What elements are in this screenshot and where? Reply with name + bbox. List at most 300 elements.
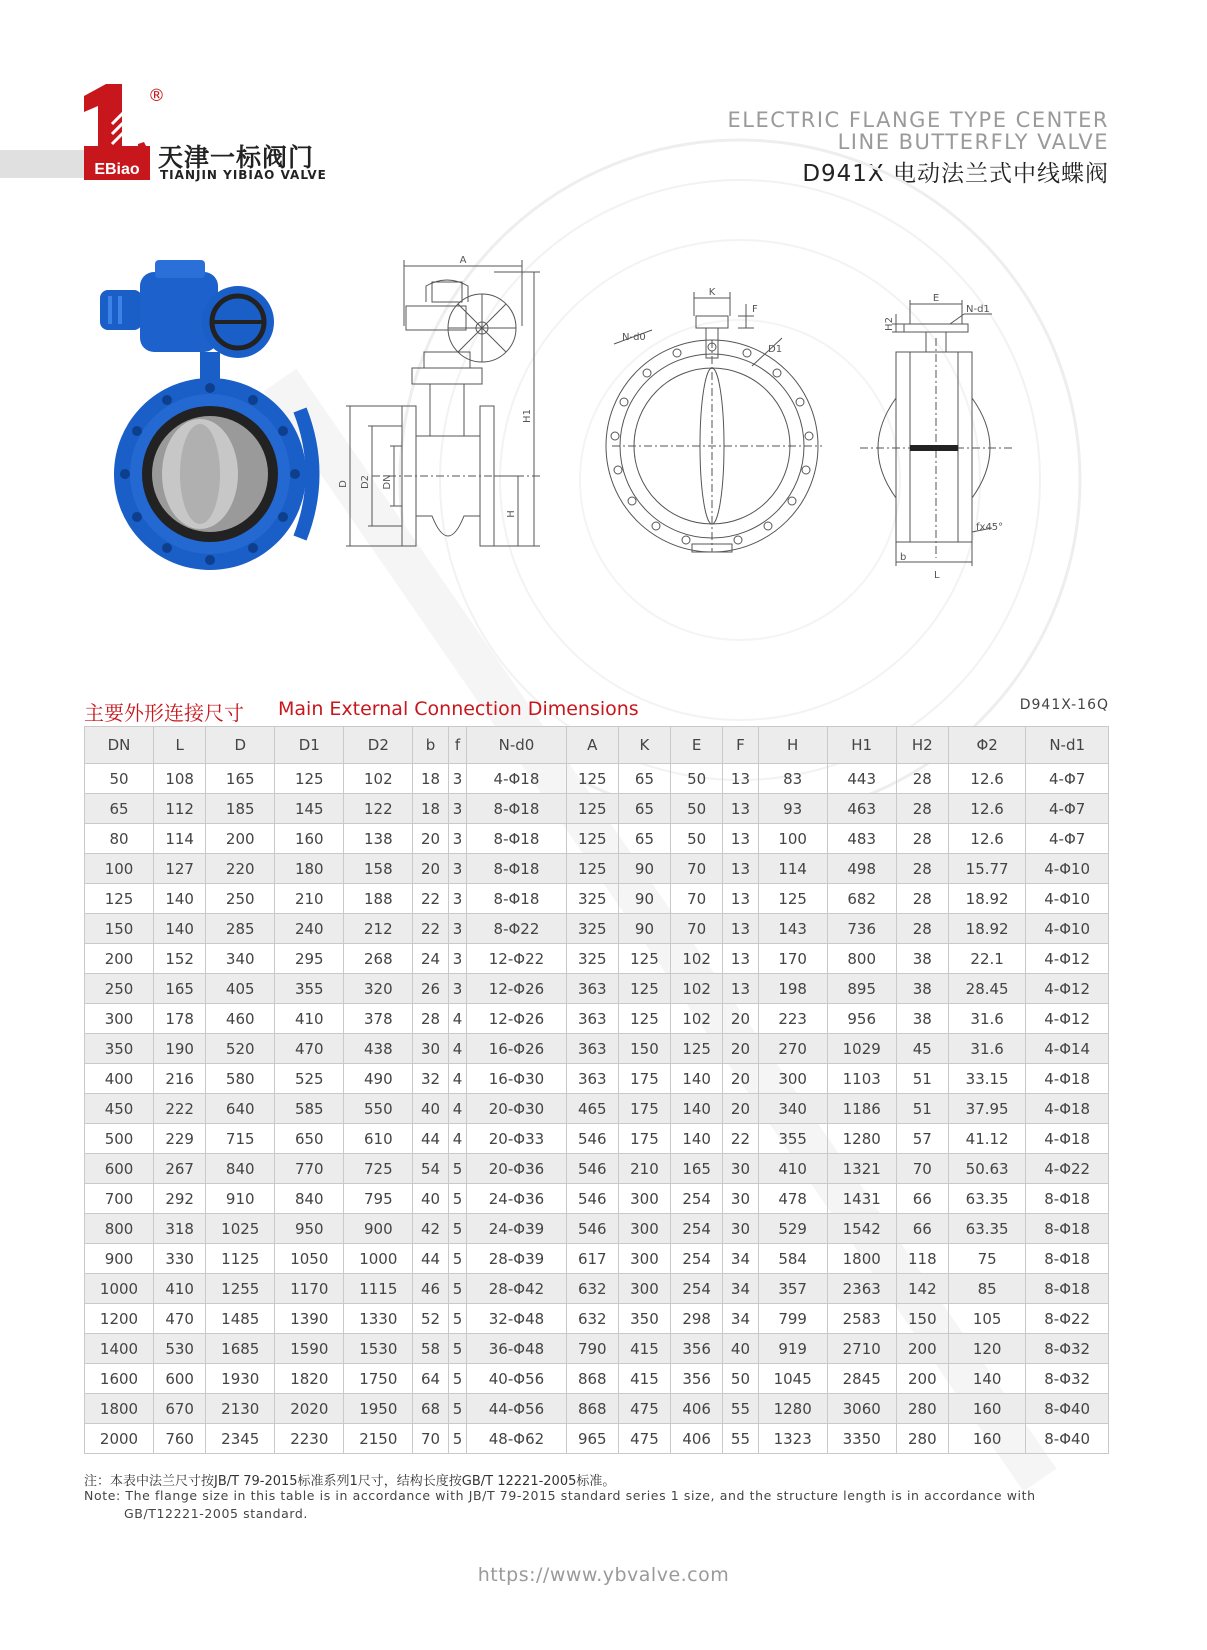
table-row bbox=[85, 824, 1109, 854]
table-cell: 125 bbox=[275, 764, 344, 794]
table-row bbox=[85, 914, 1109, 944]
table-cell: 2363 bbox=[827, 1274, 896, 1304]
table-cell: 2583 bbox=[827, 1304, 896, 1334]
table-cell: 1000 bbox=[85, 1274, 154, 1304]
table-cell: 31.6 bbox=[948, 1034, 1025, 1064]
table-cell: 300 bbox=[618, 1244, 670, 1274]
table-cell: 355 bbox=[758, 1124, 827, 1154]
table-cell: 28 bbox=[896, 824, 948, 854]
table-cell: 20-Φ33 bbox=[467, 1124, 566, 1154]
table-cell: 38 bbox=[896, 944, 948, 974]
table-cell: 4-Φ10 bbox=[1026, 914, 1109, 944]
column-header: D bbox=[206, 727, 275, 764]
table-cell: 3 bbox=[448, 944, 467, 974]
table-cell: 356 bbox=[671, 1334, 723, 1364]
table-cell: 12-Φ26 bbox=[467, 1004, 566, 1034]
table-row bbox=[85, 1304, 1109, 1334]
table-cell: 1280 bbox=[827, 1124, 896, 1154]
table-cell: 125 bbox=[618, 944, 670, 974]
column-header: D1 bbox=[275, 727, 344, 764]
table-cell: 210 bbox=[275, 884, 344, 914]
table-cell: 1255 bbox=[206, 1274, 275, 1304]
column-header: DN bbox=[85, 727, 154, 764]
table-cell: 102 bbox=[671, 974, 723, 1004]
table-cell: 8-Φ18 bbox=[1026, 1214, 1109, 1244]
dim-label-dn: DN bbox=[382, 474, 393, 490]
table-cell: 4-Φ14 bbox=[1026, 1034, 1109, 1064]
table-cell: 66 bbox=[896, 1184, 948, 1214]
table-cell: 13 bbox=[723, 764, 758, 794]
table-cell: 800 bbox=[827, 944, 896, 974]
table-cell: 300 bbox=[618, 1214, 670, 1244]
table-cell: 1321 bbox=[827, 1154, 896, 1184]
note-cn: 注：本表中法兰尺寸按JB/T 79-2015标准系列1尺寸，结构长度按GB/T 12221-2005标准。 bbox=[84, 1474, 616, 1489]
table-cell: 63.35 bbox=[948, 1184, 1025, 1214]
table-cell: 28.45 bbox=[948, 974, 1025, 1004]
table-cell: 1750 bbox=[344, 1364, 413, 1394]
table-cell: 122 bbox=[344, 794, 413, 824]
table-cell: 318 bbox=[154, 1214, 206, 1244]
dim-label-k: K bbox=[708, 287, 716, 298]
table-cell: 356 bbox=[671, 1364, 723, 1394]
table-cell: 28 bbox=[413, 1004, 448, 1034]
table-cell: 142 bbox=[896, 1274, 948, 1304]
table-cell: 178 bbox=[154, 1004, 206, 1034]
table-cell: 90 bbox=[618, 914, 670, 944]
table-cell: 406 bbox=[671, 1424, 723, 1454]
table-cell: 210 bbox=[618, 1154, 670, 1184]
table-cell: 68 bbox=[413, 1394, 448, 1424]
table-cell: 143 bbox=[758, 914, 827, 944]
dim-label-n-d1: N-d1 bbox=[966, 304, 990, 315]
table-row bbox=[85, 1184, 1109, 1214]
table-cell: 1800 bbox=[85, 1394, 154, 1424]
table-cell: 340 bbox=[206, 944, 275, 974]
table-cell: 700 bbox=[85, 1184, 154, 1214]
table-cell: 1125 bbox=[206, 1244, 275, 1274]
table-cell: 70 bbox=[671, 854, 723, 884]
table-cell: 38 bbox=[896, 1004, 948, 1034]
dim-label-n-d0: N-d0 bbox=[622, 332, 646, 343]
dim-label-b: b bbox=[900, 552, 907, 563]
table-cell: 4-Φ10 bbox=[1026, 884, 1109, 914]
logo-text: EBiao bbox=[94, 161, 140, 178]
table-cell: 85 bbox=[948, 1274, 1025, 1304]
table-cell: 70 bbox=[896, 1154, 948, 1184]
table-cell: 55 bbox=[723, 1424, 758, 1454]
table-cell: 175 bbox=[618, 1064, 670, 1094]
table-cell: 460 bbox=[206, 1004, 275, 1034]
table-cell: 30 bbox=[723, 1214, 758, 1244]
table-cell: 57 bbox=[896, 1124, 948, 1154]
table-cell: 188 bbox=[344, 884, 413, 914]
table-row bbox=[85, 854, 1109, 884]
table-cell: 24 bbox=[413, 944, 448, 974]
table-row bbox=[85, 1094, 1109, 1124]
table-cell: 670 bbox=[154, 1394, 206, 1424]
table-cell: 212 bbox=[344, 914, 413, 944]
table-cell: 125 bbox=[758, 884, 827, 914]
table-cell: 3 bbox=[448, 974, 467, 1004]
website-url[interactable]: https://www.ybvalve.com bbox=[477, 1564, 730, 1586]
table-cell: 1600 bbox=[85, 1364, 154, 1394]
table-cell: 108 bbox=[154, 764, 206, 794]
table-cell: 800 bbox=[85, 1214, 154, 1244]
table-cell: 4-Φ22 bbox=[1026, 1154, 1109, 1184]
table-cell: 405 bbox=[206, 974, 275, 1004]
table-cell: 2000 bbox=[85, 1424, 154, 1454]
table-cell: 300 bbox=[618, 1184, 670, 1214]
table-cell: 298 bbox=[671, 1304, 723, 1334]
table-cell: 50 bbox=[671, 764, 723, 794]
table-cell: 75 bbox=[948, 1244, 1025, 1274]
table-cell: 20-Φ30 bbox=[467, 1094, 566, 1124]
table-cell: 550 bbox=[344, 1094, 413, 1124]
table-cell: 125 bbox=[566, 824, 618, 854]
table-cell: 840 bbox=[206, 1154, 275, 1184]
table-cell: 48-Φ62 bbox=[467, 1424, 566, 1454]
dim-label-f: F bbox=[752, 304, 758, 315]
table-cell: 8-Φ18 bbox=[467, 884, 566, 914]
table-cell: 65 bbox=[618, 764, 670, 794]
table-cell: 44 bbox=[413, 1124, 448, 1154]
header-grey-band bbox=[0, 150, 85, 178]
table-cell: 1400 bbox=[85, 1334, 154, 1364]
table-cell: 33.15 bbox=[948, 1064, 1025, 1094]
table-cell: 600 bbox=[85, 1154, 154, 1184]
table-cell: 105 bbox=[948, 1304, 1025, 1334]
table-cell: 1431 bbox=[827, 1184, 896, 1214]
table-cell: 5 bbox=[448, 1184, 467, 1214]
column-header: A bbox=[566, 727, 618, 764]
table-cell: 1045 bbox=[758, 1364, 827, 1394]
table-cell: 250 bbox=[85, 974, 154, 1004]
product-title-en-line1: ELECTRIC FLANGE TYPE CENTER bbox=[727, 108, 1109, 132]
table-cell: 8-Φ18 bbox=[467, 824, 566, 854]
column-header: E bbox=[671, 727, 723, 764]
table-cell: 102 bbox=[344, 764, 413, 794]
table-cell: 2130 bbox=[206, 1394, 275, 1424]
table-cell: 280 bbox=[896, 1394, 948, 1424]
table-cell: 13 bbox=[723, 914, 758, 944]
table-cell: 160 bbox=[948, 1424, 1025, 1454]
table-cell: 617 bbox=[566, 1244, 618, 1274]
table-cell: 285 bbox=[206, 914, 275, 944]
table-cell: 4 bbox=[448, 1004, 467, 1034]
table-cell: 18.92 bbox=[948, 914, 1025, 944]
table-cell: 8-Φ22 bbox=[1026, 1304, 1109, 1334]
table-cell: 470 bbox=[154, 1304, 206, 1334]
table-cell: 16-Φ26 bbox=[467, 1034, 566, 1064]
table-cell: 114 bbox=[758, 854, 827, 884]
table-cell: 2845 bbox=[827, 1364, 896, 1394]
table-cell: 15.77 bbox=[948, 854, 1025, 884]
table-cell: 112 bbox=[154, 794, 206, 824]
table-cell: 65 bbox=[618, 824, 670, 854]
table-cell: 580 bbox=[206, 1064, 275, 1094]
table-cell: 50 bbox=[723, 1364, 758, 1394]
table-cell: 4-Φ7 bbox=[1026, 824, 1109, 854]
table-cell: 152 bbox=[154, 944, 206, 974]
table-cell: 160 bbox=[948, 1394, 1025, 1424]
table-cell: 20 bbox=[723, 1094, 758, 1124]
table-cell: 357 bbox=[758, 1274, 827, 1304]
table-row bbox=[85, 1034, 1109, 1064]
table-cell: 1025 bbox=[206, 1214, 275, 1244]
table-row bbox=[85, 1274, 1109, 1304]
table-cell: 406 bbox=[671, 1394, 723, 1424]
table-cell: 4 bbox=[448, 1034, 467, 1064]
table-cell: 165 bbox=[206, 764, 275, 794]
note-en-line1: Note: The flange size in this table is in accordance with JB/T 79-2015 standard series 1 size, and the structure length is in accordance with bbox=[84, 1488, 1036, 1503]
table-cell: 24-Φ39 bbox=[467, 1214, 566, 1244]
table-cell: 400 bbox=[85, 1064, 154, 1094]
table-cell: 1200 bbox=[85, 1304, 154, 1334]
table-cell: 1390 bbox=[275, 1304, 344, 1334]
table-cell: 340 bbox=[758, 1094, 827, 1124]
table-cell: 1820 bbox=[275, 1364, 344, 1394]
table-cell: 546 bbox=[566, 1124, 618, 1154]
table-cell: 30 bbox=[723, 1184, 758, 1214]
dim-label-d: D bbox=[338, 480, 349, 488]
table-cell: 22 bbox=[413, 914, 448, 944]
table-cell: 1186 bbox=[827, 1094, 896, 1124]
table-cell: 18 bbox=[413, 764, 448, 794]
table-row bbox=[85, 794, 1109, 824]
table-cell: 799 bbox=[758, 1304, 827, 1334]
table-cell: 475 bbox=[618, 1394, 670, 1424]
table-cell: 32 bbox=[413, 1064, 448, 1094]
table-cell: 3 bbox=[448, 794, 467, 824]
note-en-line2: GB/T12221-2005 standard. bbox=[124, 1506, 308, 1521]
table-cell: 34 bbox=[723, 1244, 758, 1274]
end-view-drawing bbox=[884, 293, 1075, 598]
table-header-row bbox=[85, 727, 1109, 764]
table-cell: 1685 bbox=[206, 1334, 275, 1364]
table-cell: 3 bbox=[448, 854, 467, 884]
table-cell: 12-Φ26 bbox=[467, 974, 566, 1004]
table-cell: 465 bbox=[566, 1094, 618, 1124]
table-cell: 64 bbox=[413, 1364, 448, 1394]
table-cell: 410 bbox=[154, 1274, 206, 1304]
table-cell: 165 bbox=[154, 974, 206, 1004]
table-cell: 363 bbox=[566, 1064, 618, 1094]
table-cell: 42 bbox=[413, 1214, 448, 1244]
table-row bbox=[85, 884, 1109, 914]
table-cell: 5 bbox=[448, 1334, 467, 1364]
table-cell: 490 bbox=[344, 1064, 413, 1094]
table-cell: 325 bbox=[566, 914, 618, 944]
table-cell: 20 bbox=[413, 854, 448, 884]
table-cell: 102 bbox=[671, 1004, 723, 1034]
table-cell: 40-Φ56 bbox=[467, 1364, 566, 1394]
table-cell: 3 bbox=[448, 764, 467, 794]
table-cell: 919 bbox=[758, 1334, 827, 1364]
table-cell: 44-Φ56 bbox=[467, 1394, 566, 1424]
table-cell: 1170 bbox=[275, 1274, 344, 1304]
table-cell: 2230 bbox=[275, 1424, 344, 1454]
table-cell: 200 bbox=[896, 1334, 948, 1364]
table-cell: 150 bbox=[85, 914, 154, 944]
table-cell: 55 bbox=[723, 1394, 758, 1424]
table-cell: 100 bbox=[758, 824, 827, 854]
table-cell: 150 bbox=[618, 1034, 670, 1064]
dim-label-e: E bbox=[932, 293, 940, 304]
table-cell: 140 bbox=[154, 884, 206, 914]
table-row bbox=[85, 1214, 1109, 1244]
table-cell: 268 bbox=[344, 944, 413, 974]
table-cell: 600 bbox=[154, 1364, 206, 1394]
table-cell: 8-Φ40 bbox=[1026, 1394, 1109, 1424]
table-cell: 44 bbox=[413, 1244, 448, 1274]
table-cell: 66 bbox=[896, 1214, 948, 1244]
table-cell: 254 bbox=[671, 1244, 723, 1274]
table-cell: 127 bbox=[154, 854, 206, 884]
table-cell: 5 bbox=[448, 1304, 467, 1334]
table-cell: 125 bbox=[618, 974, 670, 1004]
table-cell: 20 bbox=[723, 1004, 758, 1034]
table-cell: 2710 bbox=[827, 1334, 896, 1364]
table-cell: 140 bbox=[671, 1124, 723, 1154]
table-cell: 1930 bbox=[206, 1364, 275, 1394]
table-cell: 30 bbox=[413, 1034, 448, 1064]
table-cell: 770 bbox=[275, 1154, 344, 1184]
table-cell: 114 bbox=[154, 824, 206, 854]
table-cell: 4 bbox=[448, 1124, 467, 1154]
table-cell: 956 bbox=[827, 1004, 896, 1034]
table-cell: 8-Φ18 bbox=[467, 854, 566, 884]
table-cell: 200 bbox=[896, 1364, 948, 1394]
table-cell: 13 bbox=[723, 974, 758, 1004]
table-cell: 4-Φ12 bbox=[1026, 974, 1109, 1004]
table-row bbox=[85, 1364, 1109, 1394]
table-cell: 125 bbox=[566, 854, 618, 884]
table-cell: 320 bbox=[344, 974, 413, 1004]
valve-photo bbox=[100, 260, 325, 600]
table-cell: 363 bbox=[566, 1004, 618, 1034]
table-cell: 28 bbox=[896, 884, 948, 914]
table-cell: 175 bbox=[618, 1124, 670, 1154]
table-cell: 585 bbox=[275, 1094, 344, 1124]
table-cell: 185 bbox=[206, 794, 275, 824]
table-cell: 65 bbox=[85, 794, 154, 824]
table-cell: 868 bbox=[566, 1394, 618, 1424]
table-cell: 70 bbox=[413, 1424, 448, 1454]
brand-name-cn: 天津一标阀门 bbox=[158, 143, 315, 172]
table-cell: 325 bbox=[566, 944, 618, 974]
table-cell: 546 bbox=[566, 1214, 618, 1244]
table-cell: 1530 bbox=[344, 1334, 413, 1364]
column-header: N-d1 bbox=[1026, 727, 1109, 764]
table-cell: 5 bbox=[448, 1424, 467, 1454]
table-cell: 140 bbox=[671, 1064, 723, 1094]
table-row bbox=[85, 1124, 1109, 1154]
table-row bbox=[85, 944, 1109, 974]
column-header: F bbox=[723, 727, 758, 764]
table-cell: 795 bbox=[344, 1184, 413, 1214]
table-cell: 40 bbox=[723, 1334, 758, 1364]
table-row bbox=[85, 1394, 1109, 1424]
table-cell: 138 bbox=[344, 824, 413, 854]
table-cell: 4-Φ18 bbox=[1026, 1064, 1109, 1094]
table-cell: 220 bbox=[206, 854, 275, 884]
table-cell: 500 bbox=[85, 1124, 154, 1154]
table-cell: 267 bbox=[154, 1154, 206, 1184]
column-header: H2 bbox=[896, 727, 948, 764]
table-cell: 4-Φ7 bbox=[1026, 794, 1109, 824]
table-cell: 443 bbox=[827, 764, 896, 794]
table-cell: 4-Φ18 bbox=[1026, 1094, 1109, 1124]
table-cell: 46 bbox=[413, 1274, 448, 1304]
brand-name-en: TIANJIN YIBIAO VALVE bbox=[160, 168, 327, 182]
table-cell: 525 bbox=[275, 1064, 344, 1094]
model-code: D941X-16Q bbox=[1019, 697, 1109, 713]
table-cell: 478 bbox=[758, 1184, 827, 1214]
table-cell: 475 bbox=[618, 1424, 670, 1454]
table-cell: 325 bbox=[566, 884, 618, 914]
table-cell: 1485 bbox=[206, 1304, 275, 1334]
table-cell: 1330 bbox=[344, 1304, 413, 1334]
column-header: b bbox=[413, 727, 448, 764]
table-cell: 4-Φ7 bbox=[1026, 764, 1109, 794]
table-cell: 36-Φ48 bbox=[467, 1334, 566, 1364]
table-cell: 34 bbox=[723, 1304, 758, 1334]
table-cell: 725 bbox=[344, 1154, 413, 1184]
table-cell: 28 bbox=[896, 794, 948, 824]
table-cell: 1000 bbox=[344, 1244, 413, 1274]
section-title-cn: 主要外形连接尺寸 bbox=[84, 701, 244, 725]
column-header: D2 bbox=[344, 727, 413, 764]
table-cell: 300 bbox=[85, 1004, 154, 1034]
table-cell: 715 bbox=[206, 1124, 275, 1154]
table-cell: 160 bbox=[275, 824, 344, 854]
table-cell: 254 bbox=[671, 1274, 723, 1304]
table-cell: 5 bbox=[448, 1364, 467, 1394]
table-cell: 140 bbox=[948, 1364, 1025, 1394]
table-cell: 840 bbox=[275, 1184, 344, 1214]
table-cell: 150 bbox=[896, 1304, 948, 1334]
table-cell: 8-Φ18 bbox=[1026, 1184, 1109, 1214]
table-cell: 222 bbox=[154, 1094, 206, 1124]
table-cell: 170 bbox=[758, 944, 827, 974]
table-cell: 83 bbox=[758, 764, 827, 794]
table-cell: 52 bbox=[413, 1304, 448, 1334]
table-cell: 58 bbox=[413, 1334, 448, 1364]
table-cell: 3 bbox=[448, 914, 467, 944]
table-cell: 50.63 bbox=[948, 1154, 1025, 1184]
product-title-cn: D941X 电动法兰式中线蝶阀 bbox=[802, 161, 1109, 187]
table-cell: 483 bbox=[827, 824, 896, 854]
table-cell: 4-Φ18 bbox=[1026, 1124, 1109, 1154]
table-cell: 22.1 bbox=[948, 944, 1025, 974]
table-cell: 93 bbox=[758, 794, 827, 824]
table-cell: 1542 bbox=[827, 1214, 896, 1244]
table-cell: 415 bbox=[618, 1364, 670, 1394]
table-cell: 28-Φ42 bbox=[467, 1274, 566, 1304]
table-cell: 40 bbox=[413, 1184, 448, 1214]
table-cell: 38 bbox=[896, 974, 948, 1004]
table-cell: 51 bbox=[896, 1064, 948, 1094]
brand-logo-icon bbox=[84, 84, 150, 180]
table-cell: 140 bbox=[154, 914, 206, 944]
table-cell: 584 bbox=[758, 1244, 827, 1274]
front-view-drawing bbox=[622, 286, 862, 576]
table-cell: 3 bbox=[448, 884, 467, 914]
table-cell: 180 bbox=[275, 854, 344, 884]
table-cell: 463 bbox=[827, 794, 896, 824]
table-cell: 26 bbox=[413, 974, 448, 1004]
table-cell: 363 bbox=[566, 1034, 618, 1064]
